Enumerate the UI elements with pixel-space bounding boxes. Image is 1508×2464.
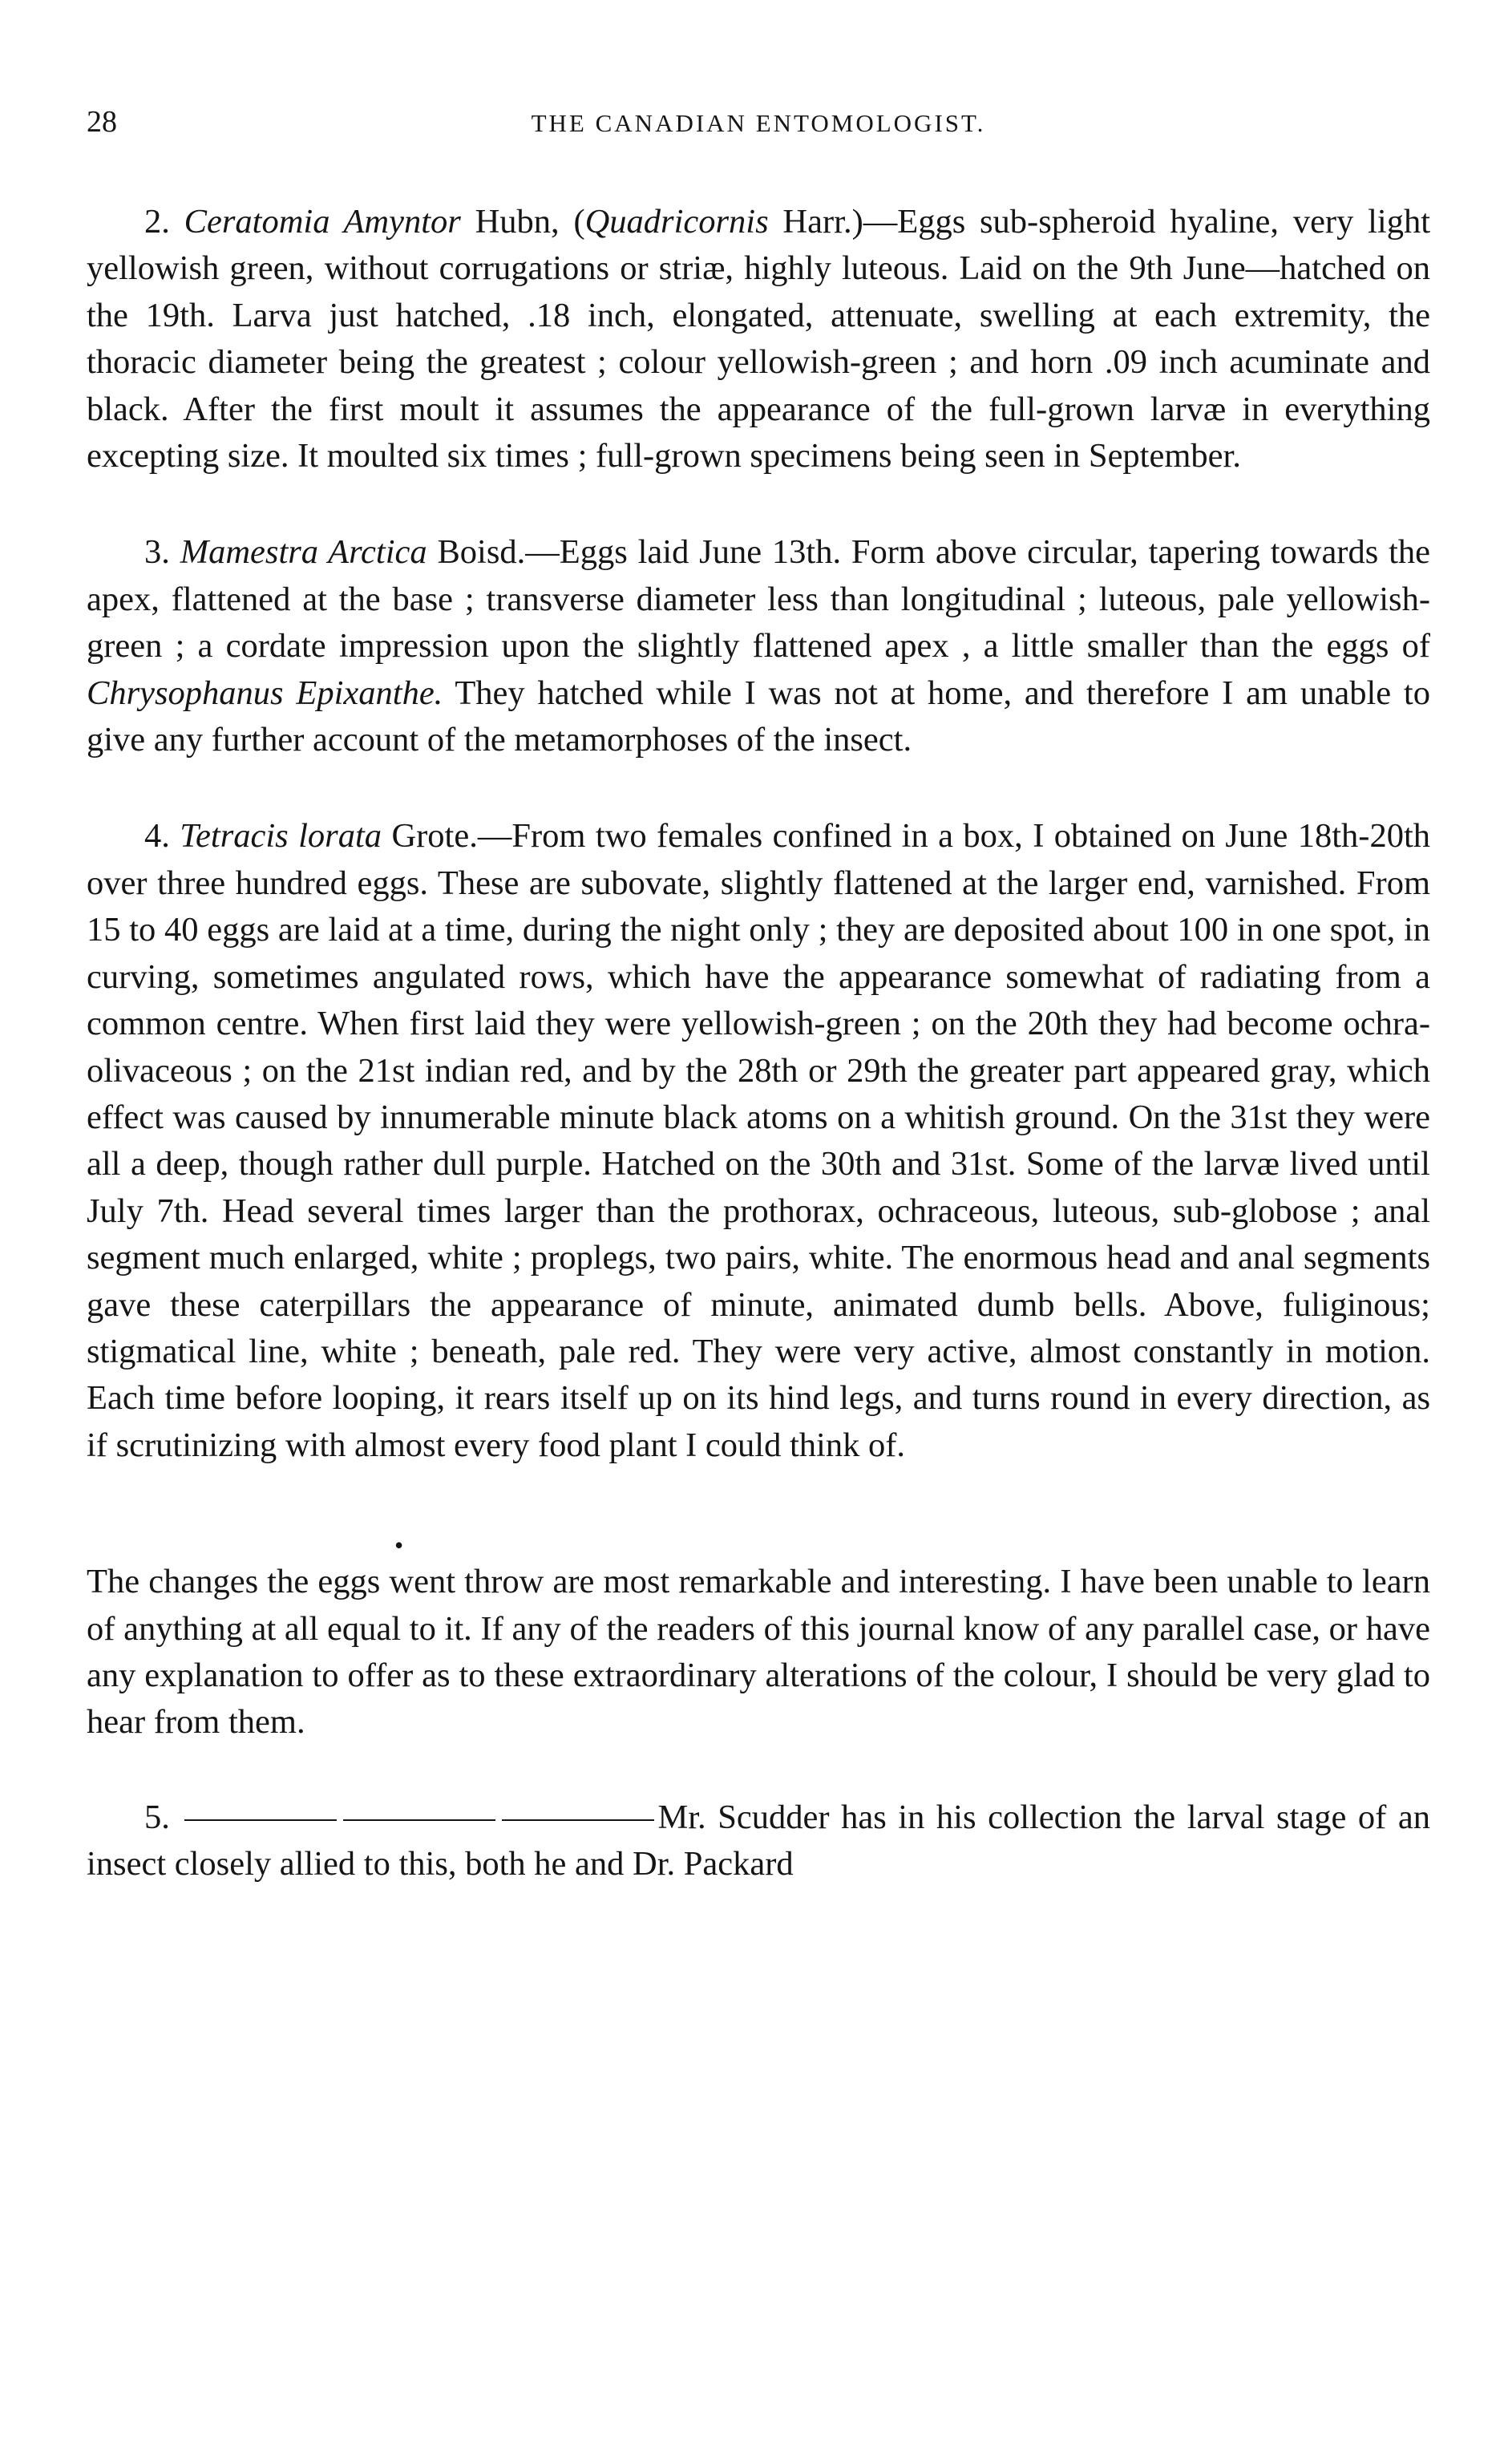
comparison-species: Chrysophanus Epixanthe.: [87, 674, 443, 712]
entry-number: 5.: [144, 1798, 170, 1836]
paragraph-text: —Eggs sub-spheroid hyaline, very light yellowish green, without corrugations or striæ, highly luteous. Laid on the 9th June—hatched on the 19th. Larva just hatched, .18 inch, elongated, attenuate, swelling at each extremity, the thoracic diameter being the greatest ; colour yellowish-green ; and horn .09 inch acuminate and black. After the first moult it assumes the appearance of the full-grown larvæ in everything excepting size. It moulted six times ; full-grown specimens being seen in September.: [87, 203, 1431, 475]
species-name: Mamestra Arctica: [180, 533, 427, 572]
paragraph-mamestra: [87, 529, 1430, 763]
page-number: 28: [87, 105, 117, 139]
paragraph-text: Mr. Scudder has in his collection the larval stage of an insect closely allied to this, both he and Dr. Packard: [87, 1798, 1430, 1883]
entry-number: 4.: [144, 817, 170, 856]
species-author: Grote.: [382, 817, 478, 856]
species-author: Hubn, (: [460, 203, 585, 241]
paragraph-text: —Eggs laid June 13th. Form above circular, tapering towards the apex, flattened at the base ; transverse diameter less than longitudinal ; luteous, pale yellowish-green ; a cordate impression upon the slightly flattened apex , a little smaller than the eggs of: [87, 533, 1430, 666]
blank-dash-rule: [502, 1819, 654, 1821]
species-name: Ceratomia Amyntor: [184, 203, 461, 241]
synonym-author: Harr.): [768, 203, 863, 241]
species-name: Tetracis lorata: [180, 817, 382, 856]
paragraph-text: —From two females confined in a box, I obtained on June 18th-20th over three hundred eggs. These are subovate, slightly flattened at the larger end, varnished. From 15 to 40 eggs are laid at a time, during the night only ; they are deposited about 100 in one spot, in curving, sometimes angulated rows, which have the appearance somewhat of radiating from a common centre. When first laid they were yellowish-green ; on the 20th they had become ochra-olivaceous ; on the 21st indian red, and by the 28th or 29th the greater part appeared gray, which effect was caused by innumerable minute black atoms on a whitish ground. On the 31st they were all a deep, though rather dull purple. Hatched on the 30th and 31st. Some of the larvæ lived until July 7th. Head several times larger than the prothorax, ochraceous, luteous, sub-globose ; anal segment much enlarged, white ; proplegs, two pairs, white. The enormous head and anal segments gave these caterpillars the appearance of minute, animated dumb bells. Above, fuliginous; stigmatical line, white ; beneath, pale red. They were very active, almost constantly in motion. Each time before looping, it rears itself up on its hind legs, and turns round in every direction, as if scrutinizing with almost every food plant I could think of.: [87, 817, 1431, 1464]
species-author: Boisd.: [427, 533, 526, 572]
paragraph-text: The changes the eggs went throw are most remarkable and interesting. I have been unable to learn of anything at all equal to it. If any of the readers of this journal know of any parallel case, or have any explanation to offer as to these extraordinary alterations of the colour, I should be very glad to hear from them.: [87, 1563, 1430, 1742]
page-header: [87, 103, 1430, 151]
entry-number: 3.: [144, 533, 170, 572]
paragraph-tetracis: [87, 813, 1430, 1469]
paragraph-egg-changes: • The changes the eggs went throw are most remarkable and interesting. I have been unable to learn of anything at all equal to it. If any of the readers of this journal know of any parallel case, or have any explanation to offer as to these extraordinary alterations of the colour, I should be very glad to hear from them.: [87, 1531, 1430, 1742]
paragraph-ceratomia: [87, 199, 1430, 479]
paragraph-scudder: [87, 1794, 1430, 1888]
entry-number: 2.: [144, 203, 170, 241]
document-page: [87, 103, 1430, 1888]
species-synonym: Quadricornis: [584, 203, 769, 241]
blank-dash-rule: [184, 1819, 337, 1821]
running-title: THE CANADIAN ENTOMOLOGIST.: [531, 109, 986, 137]
blank-dash-rule: [343, 1819, 495, 1821]
paragraph-text-continued: They hatched while I was not at home, and therefore I am unable to give any further account of the metamorphoses of the insect.: [87, 674, 1430, 759]
